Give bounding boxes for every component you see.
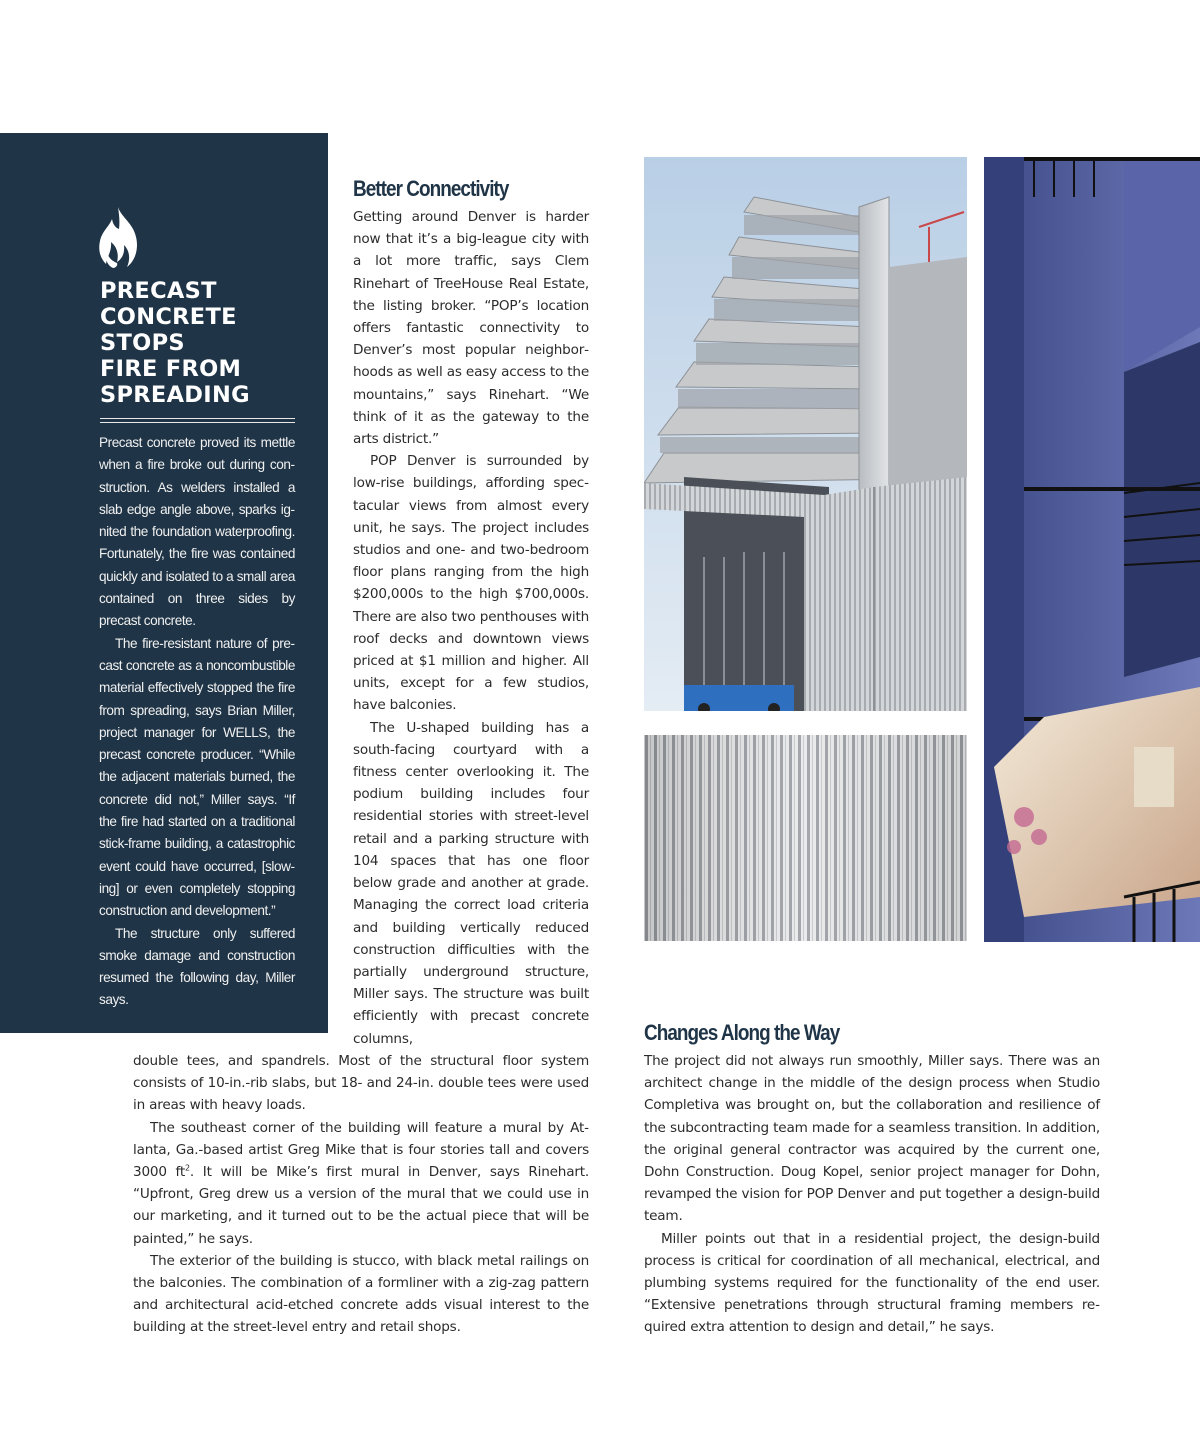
section-heading-changes: Changes Along the Way xyxy=(644,1020,840,1045)
section-heading-connectivity: Better Connectivity xyxy=(353,176,509,201)
article-column-1 xyxy=(353,206,589,1050)
article-paragraph: double tees, and spandrels. Most of the structural floor system consists of 10-in.-rib slabs, but 18- and 24-in. double tees were used in areas with heavy loads. xyxy=(133,1053,589,1114)
article-paragraph: Miller points out that in a residential project, the design-build process is critical for coordination of all mechanical, electrical, and plumbing systems required for the functionality of the end user. “Extensive penetrations through structural framing members required extra attention to design and detail,” he says. xyxy=(644,1230,1100,1336)
sidebar-paragraph: The structure only suffered smoke damage and construction resumed the following day, Miller says. xyxy=(99,925,295,1008)
article-column-3 xyxy=(644,1050,1100,1339)
title-line: FIRE FROM xyxy=(100,356,242,382)
photo-blue-building xyxy=(984,157,1200,942)
superscript: 2 xyxy=(185,1163,190,1173)
article-column-2 xyxy=(133,1050,589,1339)
article-paragraph: Getting around Denver is harder now that it’s a big-league city with a lot more traffic, says Clem Rinehart of TreeHouse Real Estate, the listing broker. “POP’s location offers fantastic connectivity to Denver’s most popular neighborhoods as well as easy access to the mountains,” says Rinehart. “We think of it as the gateway to the arts district.” xyxy=(353,209,589,448)
sidebar-title xyxy=(100,278,300,408)
text-run: The southeast corner of the building will feature a mural by Atlanta, Ga.-based artist Greg Mike that is four stories tall and covers 3000 ft xyxy=(133,1119,589,1181)
article-paragraph xyxy=(133,1117,589,1250)
title-line: STOPS xyxy=(100,330,185,356)
sidebar-paragraph: The fire-resistant nature of precast concrete as a noncombustible material effectively stopped the fire from spreading, says Brian Miller, project manager for WELLS, the precast concrete producer. “While the adjacent materials burned, the concrete did not,” Miller says. “If the fire had started on a traditional stick-frame building, a catastrophic event could have occurred, [slowing] or even completely stopping construction and development.” xyxy=(99,635,295,919)
sidebar-paragraph: Precast concrete proved its mettle when a fire broke out during construction. As welders installed a slab edge angle above, sparks ignited the foundation waterproofing. Fortunately, the fire was contained quickly and isolated to a small area contained on three sides by precast concrete. xyxy=(99,435,295,629)
photo-ribbed-texture xyxy=(644,735,967,941)
flame-icon xyxy=(98,207,142,269)
article-paragraph: The project did not always run smoothly, Miller says. There was an architect change in the middle of the design process when Studio Completiva was brought on, but the collaboration and resilience of the subcontracting team made for a seamless transition. In addition, the original general contractor was acquired by the current one, Dohn Construction. Doug Kopel, senior project manager for Dohn, revamped the vision for POP Denver and put together a design-build team. xyxy=(644,1053,1100,1225)
article-paragraph: The exterior of the building is stucco, with black metal railings on the balconies. The combination of a formliner with a zig-zag pattern and architectural acid-etched concrete adds visual interest to the building at the street-level entry and retail shops. xyxy=(133,1252,589,1336)
title-line: PRECAST xyxy=(100,278,217,304)
sidebar-body xyxy=(99,432,295,1012)
sidebar-divider xyxy=(100,418,295,423)
title-line: CONCRETE xyxy=(100,304,237,330)
text-run: . It will be Mike’s first mural in Denver, says Rinehart. “Upfront, Greg drew us a version of the mural that we could use in our marketing, and it turned out to be the actual piece that will be painted,” he says. xyxy=(133,1164,589,1247)
article-paragraph: POP Denver is surrounded by low-rise buildings, affording spectacular views from almost every unit, he says. The project includes studios and one- and two-bedroom floor plans ranging from the high $200,000s to the high $700,000s. There are also two penthouses with roof decks and downtown views priced at $1 million and higher. All units, except for a few studios, have balconies. xyxy=(353,453,589,714)
sidebar-fire-story xyxy=(0,133,328,1033)
photo-building-construction xyxy=(644,157,967,711)
title-line: SPREADING xyxy=(100,382,250,408)
article-paragraph: The U-shaped building has a south-facing courtyard with a fitness center overlooking it. The podium building includes four residential stories with street-level retail and a parking structure with 104 spaces that has one floor below grade and another at grade. Managing the correct load criteria and building vertically reduced construction difficulties with the partially underground structure, Miller says. The structure was built efficiently with precast concrete columns, xyxy=(353,719,589,1047)
